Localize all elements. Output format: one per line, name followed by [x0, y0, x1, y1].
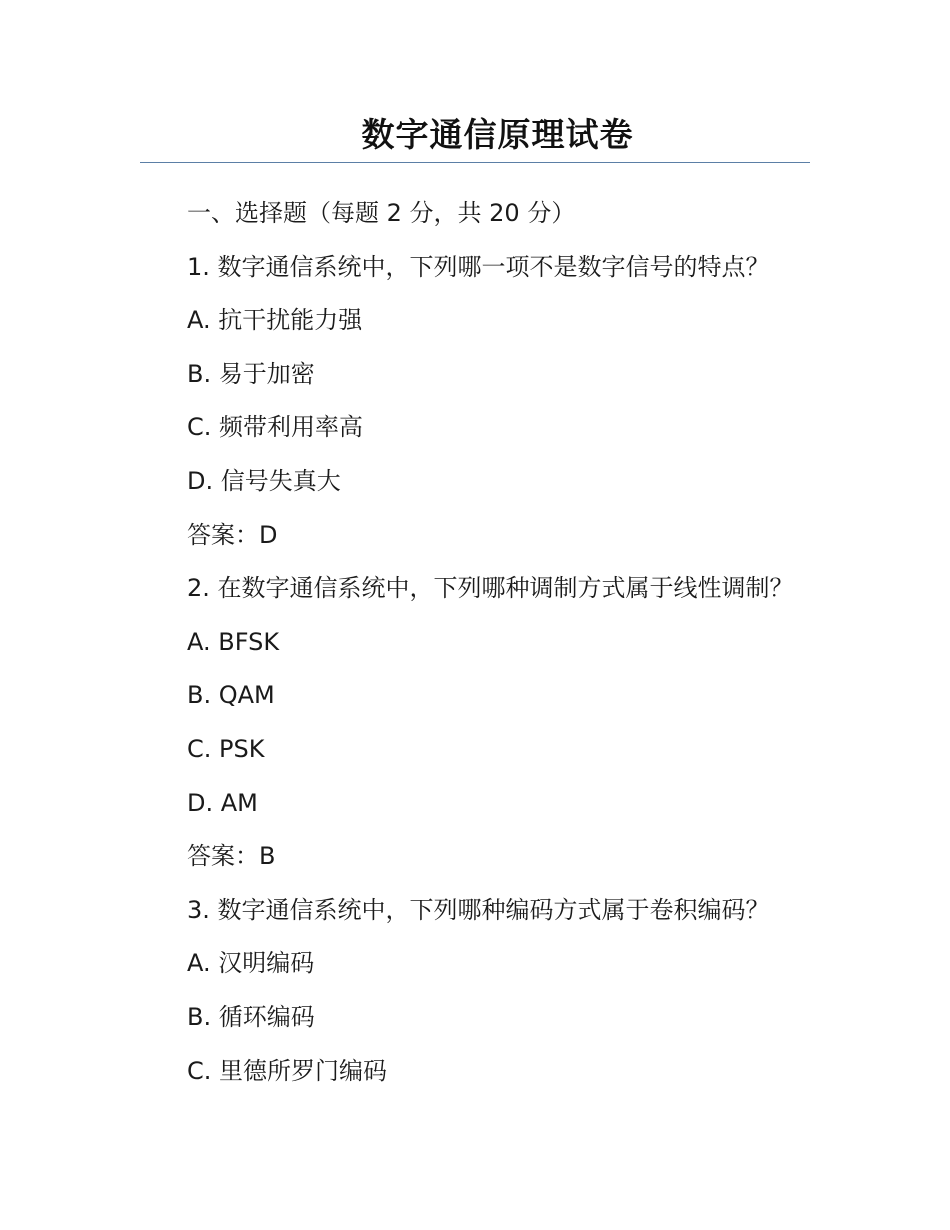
question-1-option-d: D. 信号失真大 — [187, 466, 341, 495]
document-body — [187, 187, 867, 1098]
section-heading: 一、选择题（每题 2 分，共 20 分） — [187, 199, 576, 227]
question-3-option-c: C. 里德所罗门编码 — [187, 1056, 388, 1085]
question-2-option-a: A. BFSK — [187, 627, 280, 656]
question-2-option-c: C. PSK — [187, 734, 265, 763]
title-divider — [140, 162, 810, 163]
question-3-option-a: A. 汉明编码 — [187, 949, 315, 978]
page-title: 数字通信原理试卷 — [361, 115, 634, 154]
question-1-option-b: B. 易于加密 — [187, 359, 315, 388]
question-2-text: 2. 在数字通信系统中，下列哪种调制方式属于线性调制？ — [187, 574, 794, 603]
question-2-option-d: D. AM — [187, 788, 258, 817]
question-1-option-a: A. 抗干扰能力强 — [187, 306, 363, 335]
question-2-answer: 答案：B — [187, 842, 276, 871]
question-1-answer: 答案：D — [187, 520, 278, 549]
question-3-option-b: B. 循环编码 — [187, 1002, 315, 1031]
question-3-text: 3. 数字通信系统中，下列哪种编码方式属于卷积编码？ — [187, 895, 770, 924]
question-2-option-b: B. QAM — [187, 681, 275, 710]
question-1-option-c: C. 频带利用率高 — [187, 413, 364, 442]
question-1-text: 1. 数字通信系统中，下列哪一项不是数字信号的特点？ — [187, 252, 770, 281]
